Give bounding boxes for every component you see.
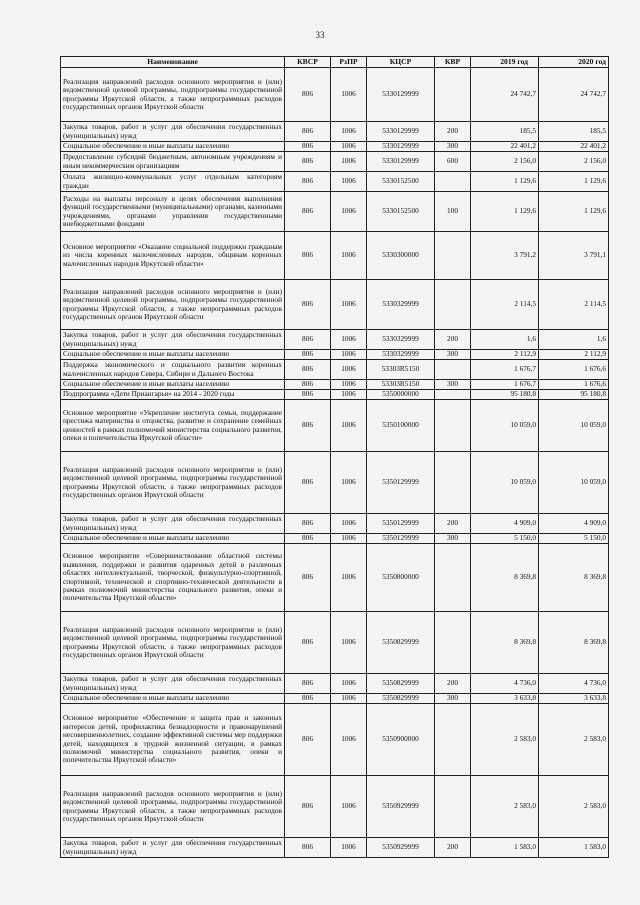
cell-rzpr: 1006 [331, 142, 367, 152]
cell-name: Основное мероприятие «Укрепление института семьи, поддержание престижа материнства и отцовства, развитие и сохранение семейных ценностей в рамках полномочий министерства социального развития, опеки и попечительства Иркутской области» [61, 400, 285, 452]
cell-2019: 2 583,0 [471, 704, 539, 776]
cell-kvsr: 806 [285, 838, 331, 858]
cell-kvsr: 806 [285, 452, 331, 514]
cell-kvr: 300 [435, 534, 471, 544]
cell-kvsr: 806 [285, 142, 331, 152]
cell-2020: 4 909,0 [539, 514, 609, 534]
cell-2020: 2 112,9 [539, 350, 609, 360]
cell-kvsr: 806 [285, 380, 331, 390]
table-row [61, 122, 609, 142]
cell-name: Закупка товаров, работ и услуг для обеспечения государственных (муниципальных) нужд [61, 330, 285, 350]
cell-kvsr: 806 [285, 360, 331, 380]
cell-kvr: 100 [435, 192, 471, 232]
cell-rzpr: 1006 [331, 152, 367, 172]
cell-2020: 10 059,0 [539, 400, 609, 452]
cell-kcsr: 5350129999 [367, 514, 435, 534]
cell-2020: 1 129,6 [539, 172, 609, 192]
cell-name: Закупка товаров, работ и услуг для обеспечения государственных (муниципальных) нужд [61, 674, 285, 694]
cell-name: Социальное обеспечение и иные выплаты населению [61, 142, 285, 152]
cell-name: Реализация направлений расходов основного мероприятия и (или) ведомственной целевой программы, подпрограммы государственной программы Иркутской области, а также непрограммных расходов государственных органов Иркутской области [61, 612, 285, 674]
cell-kcsr: 5350000000 [367, 390, 435, 400]
cell-kvsr: 806 [285, 172, 331, 192]
cell-kvr [435, 172, 471, 192]
cell-kvsr: 806 [285, 612, 331, 674]
cell-rzpr: 1006 [331, 514, 367, 534]
cell-2019: 8 369,8 [471, 612, 539, 674]
cell-name: Основное мероприятие «Обеспечение и защита прав и законных интересов детей, профилактика безнадзорности и правонарушений несовершеннолетних, создание эффективной системы мер поддержки детей, находящихся в трудной жизненной ситуации, в рамках полномочий министерства социального развития, опеки и попечительства Иркутской области» [61, 704, 285, 776]
cell-kvr: 200 [435, 674, 471, 694]
cell-kcsr: 53303R5150 [367, 380, 435, 390]
cell-kvr: 600 [435, 152, 471, 172]
cell-kvr: 300 [435, 694, 471, 704]
budget-table [60, 56, 609, 858]
column-header-2020: 2020 год [539, 57, 609, 68]
cell-2020: 5 150,0 [539, 534, 609, 544]
cell-2019: 3 791,2 [471, 232, 539, 280]
cell-2019: 4 909,0 [471, 514, 539, 534]
cell-kvsr: 806 [285, 192, 331, 232]
cell-kvr [435, 544, 471, 612]
cell-kcsr: 5330129999 [367, 68, 435, 122]
cell-kvsr: 806 [285, 152, 331, 172]
cell-2019: 5 150,0 [471, 534, 539, 544]
cell-name: Закупка товаров, работ и услуг для обеспечения государственных (муниципальных) нужд [61, 514, 285, 534]
cell-kvsr: 806 [285, 544, 331, 612]
cell-kcsr: 5350829999 [367, 674, 435, 694]
table-row [61, 280, 609, 330]
cell-2020: 1 676,6 [539, 360, 609, 380]
cell-2020: 4 736,0 [539, 674, 609, 694]
cell-2020: 2 114,5 [539, 280, 609, 330]
cell-kvr [435, 400, 471, 452]
cell-2019: 2 156,0 [471, 152, 539, 172]
column-header-kvr: КВР [435, 57, 471, 68]
cell-kvsr: 806 [285, 280, 331, 330]
cell-rzpr: 1006 [331, 390, 367, 400]
cell-kvr: 200 [435, 330, 471, 350]
cell-rzpr: 1006 [331, 192, 367, 232]
cell-2019: 8 369,8 [471, 544, 539, 612]
table-row [61, 674, 609, 694]
cell-kcsr: 5330152500 [367, 172, 435, 192]
cell-kvsr: 806 [285, 330, 331, 350]
cell-rzpr: 1006 [331, 544, 367, 612]
cell-name: Основное мероприятие «Совершенствование областной системы выявления, поддержки и развития одаренных детей в различных областях интеллектуальной, творческой, физкультурно-спортивной, спортивной, технической и спортивно-технической деятельности в рамках полномочий министерства социального развития, опеки и попечительства Иркутской области» [61, 544, 285, 612]
cell-kvsr: 806 [285, 694, 331, 704]
column-header-kvsr: КВСР [285, 57, 331, 68]
cell-kvsr: 806 [285, 534, 331, 544]
cell-kvsr: 806 [285, 674, 331, 694]
cell-rzpr: 1006 [331, 838, 367, 858]
cell-kcsr: 5330129999 [367, 122, 435, 142]
cell-name: Расходы на выплаты персоналу в целях обеспечения выполнения функций государственными (муниципальными) органами, казенными учреждениями, органами управления государственными внебюджетными фондами [61, 192, 285, 232]
cell-rzpr: 1006 [331, 612, 367, 674]
cell-kvsr: 806 [285, 390, 331, 400]
cell-name: Предоставление субсидий бюджетным, автономным учреждениям и иным некоммерческим организациям [61, 152, 285, 172]
cell-kvr [435, 280, 471, 330]
cell-2019: 1 676,7 [471, 360, 539, 380]
cell-kcsr: 5330152500 [367, 192, 435, 232]
cell-2020: 185,5 [539, 122, 609, 142]
cell-kvr: 200 [435, 514, 471, 534]
table-row [61, 360, 609, 380]
table-row [61, 776, 609, 838]
cell-2020: 8 369,8 [539, 544, 609, 612]
cell-kvr: 200 [435, 838, 471, 858]
cell-rzpr: 1006 [331, 400, 367, 452]
cell-kcsr: 5350829999 [367, 694, 435, 704]
cell-kvr [435, 390, 471, 400]
cell-kvr [435, 452, 471, 514]
cell-2019: 3 633,8 [471, 694, 539, 704]
cell-2019: 10 059,0 [471, 452, 539, 514]
cell-kvr [435, 232, 471, 280]
cell-2020: 3 633,8 [539, 694, 609, 704]
table-row [61, 68, 609, 122]
cell-kvsr: 806 [285, 514, 331, 534]
cell-2019: 1 129,6 [471, 172, 539, 192]
cell-name: Оплата жилищно-коммунальных услуг отдельным категориям граждан [61, 172, 285, 192]
cell-kvsr: 806 [285, 350, 331, 360]
cell-kvsr: 806 [285, 68, 331, 122]
cell-kcsr: 5350900000 [367, 704, 435, 776]
table-row [61, 330, 609, 350]
table-row [61, 172, 609, 192]
cell-rzpr: 1006 [331, 776, 367, 838]
cell-kvsr: 806 [285, 776, 331, 838]
cell-rzpr: 1006 [331, 674, 367, 694]
cell-kvr [435, 612, 471, 674]
cell-2020: 2 156,0 [539, 152, 609, 172]
cell-kcsr: 5350929999 [367, 776, 435, 838]
cell-kcsr: 5330129999 [367, 142, 435, 152]
table-row [61, 192, 609, 232]
table-row [61, 534, 609, 544]
cell-kvr [435, 704, 471, 776]
cell-2019: 24 742,7 [471, 68, 539, 122]
table-row [61, 400, 609, 452]
cell-kcsr: 5330329999 [367, 280, 435, 330]
cell-name: Реализация направлений расходов основного мероприятия и (или) ведомственной целевой программы, подпрограммы государственной программы Иркутской области, а также непрограммных расходов государственных органов Иркутской области [61, 68, 285, 122]
cell-rzpr: 1006 [331, 68, 367, 122]
cell-2019: 1 676,7 [471, 380, 539, 390]
cell-name: Подпрограмма «Дети Приангарья» на 2014 - 2020 годы [61, 390, 285, 400]
cell-kcsr: 5330300000 [367, 232, 435, 280]
cell-2019: 22 401,2 [471, 142, 539, 152]
cell-2019: 1,6 [471, 330, 539, 350]
cell-rzpr: 1006 [331, 350, 367, 360]
column-header-2019: 2019 год [471, 57, 539, 68]
cell-2019: 185,5 [471, 122, 539, 142]
table-row [61, 350, 609, 360]
cell-kvr: 300 [435, 350, 471, 360]
cell-name: Основное мероприятие «Оказание социальной поддержки гражданам из числа коренных малочисленных народов, общинам коренных малочисленных народов Иркутской области» [61, 232, 285, 280]
cell-rzpr: 1006 [331, 360, 367, 380]
cell-2020: 95 180,8 [539, 390, 609, 400]
cell-name: Социальное обеспечение и иные выплаты населению [61, 350, 285, 360]
cell-2019: 4 736,0 [471, 674, 539, 694]
table-header-row [61, 57, 609, 68]
cell-name: Реализация направлений расходов основного мероприятия и (или) ведомственной целевой программы, подпрограммы государственной программы Иркутской области, а также непрограммных расходов государственных органов Иркутской области [61, 452, 285, 514]
cell-2020: 3 791,1 [539, 232, 609, 280]
cell-kvsr: 806 [285, 704, 331, 776]
cell-rzpr: 1006 [331, 704, 367, 776]
cell-kvsr: 806 [285, 400, 331, 452]
cell-2020: 1 129,6 [539, 192, 609, 232]
cell-rzpr: 1006 [331, 380, 367, 390]
cell-kvr [435, 776, 471, 838]
cell-2020: 1 583,0 [539, 838, 609, 858]
cell-2019: 1 129,6 [471, 192, 539, 232]
table-row [61, 142, 609, 152]
cell-2020: 2 583,0 [539, 704, 609, 776]
cell-2019: 2 583,0 [471, 776, 539, 838]
cell-kcsr: 5330329999 [367, 330, 435, 350]
cell-name: Социальное обеспечение и иные выплаты населению [61, 534, 285, 544]
cell-2020: 24 742,7 [539, 68, 609, 122]
cell-kcsr: 5350129999 [367, 452, 435, 514]
cell-kcsr: 53303R5150 [367, 360, 435, 380]
table-row [61, 452, 609, 514]
cell-rzpr: 1006 [331, 122, 367, 142]
table-row [61, 152, 609, 172]
cell-2019: 10 059,0 [471, 400, 539, 452]
cell-kvr: 300 [435, 380, 471, 390]
table-row [61, 694, 609, 704]
cell-kvr [435, 360, 471, 380]
cell-2020: 1,6 [539, 330, 609, 350]
cell-kvr [435, 68, 471, 122]
cell-name: Реализация направлений расходов основного мероприятия и (или) ведомственной целевой программы, подпрограммы государственной программы Иркутской области, а также непрограммных расходов государственных органов Иркутской области [61, 776, 285, 838]
column-header-rzpr: РзПР [331, 57, 367, 68]
cell-name: Поддержка экономического и социального развития коренных малочисленных народов Севера, Сибири и Дальнего Востока [61, 360, 285, 380]
cell-kcsr: 5350829999 [367, 612, 435, 674]
cell-kvsr: 806 [285, 122, 331, 142]
table-row [61, 380, 609, 390]
table-row [61, 514, 609, 534]
cell-2020: 2 583,0 [539, 776, 609, 838]
table-row [61, 838, 609, 858]
cell-kcsr: 5350100000 [367, 400, 435, 452]
cell-kvr: 200 [435, 122, 471, 142]
column-header-kcsr: КЦСР [367, 57, 435, 68]
cell-2020: 22 401,2 [539, 142, 609, 152]
column-header-name: Наименование [61, 57, 285, 68]
table-row [61, 544, 609, 612]
cell-2020: 8 369,8 [539, 612, 609, 674]
cell-2019: 2 112,9 [471, 350, 539, 360]
table-row [61, 390, 609, 400]
cell-kcsr: 5350800000 [367, 544, 435, 612]
cell-rzpr: 1006 [331, 172, 367, 192]
cell-kcsr: 5330329999 [367, 350, 435, 360]
table-row [61, 232, 609, 280]
cell-rzpr: 1006 [331, 280, 367, 330]
cell-name: Закупка товаров, работ и услуг для обеспечения государственных (муниципальных) нужд [61, 838, 285, 858]
cell-name: Социальное обеспечение и иные выплаты населению [61, 694, 285, 704]
cell-rzpr: 1006 [331, 330, 367, 350]
cell-kcsr: 5350929999 [367, 838, 435, 858]
cell-rzpr: 1006 [331, 534, 367, 544]
cell-name: Реализация направлений расходов основного мероприятия и (или) ведомственной целевой программы, подпрограммы государственной программы Иркутской области, а также непрограммных расходов государственных органов Иркутской области [61, 280, 285, 330]
cell-2019: 2 114,5 [471, 280, 539, 330]
cell-rzpr: 1006 [331, 694, 367, 704]
table-row [61, 704, 609, 776]
cell-kvsr: 806 [285, 232, 331, 280]
page-number: 33 [315, 30, 325, 40]
cell-rzpr: 1006 [331, 452, 367, 514]
cell-2020: 1 676,6 [539, 380, 609, 390]
cell-kcsr: 5350129999 [367, 534, 435, 544]
cell-rzpr: 1006 [331, 232, 367, 280]
cell-2019: 95 180,8 [471, 390, 539, 400]
table-row [61, 612, 609, 674]
cell-2019: 1 583,0 [471, 838, 539, 858]
cell-2020: 10 059,0 [539, 452, 609, 514]
cell-name: Закупка товаров, работ и услуг для обеспечения государственных (муниципальных) нужд [61, 122, 285, 142]
cell-name: Социальное обеспечение и иные выплаты населению [61, 380, 285, 390]
cell-kvr: 300 [435, 142, 471, 152]
cell-kcsr: 5330129999 [367, 152, 435, 172]
